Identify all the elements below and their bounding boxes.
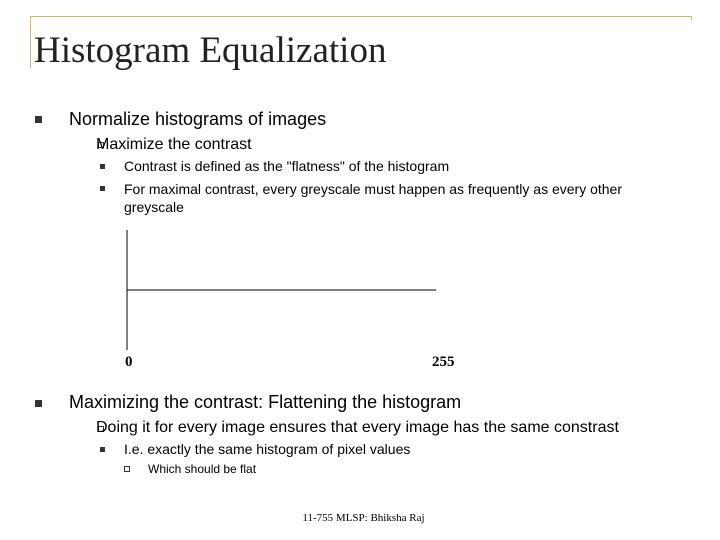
bullet-square-icon xyxy=(35,400,42,407)
x-tick-label-255: 255 xyxy=(432,354,455,370)
slide-title: Histogram Equalization xyxy=(34,30,387,71)
subitem-should-be-flat: Which should be flat xyxy=(148,462,257,476)
bullet-square-icon xyxy=(35,116,42,123)
title-frame-top-line xyxy=(30,16,692,17)
bullet-square-icon xyxy=(100,186,105,191)
bullet-normalize-histograms: Normalize histograms of images xyxy=(69,109,327,129)
bullet-square-icon xyxy=(100,164,105,169)
slide-footer: 11-755 MLSP: Bhiksha Raj xyxy=(302,512,425,524)
bullet-hollow-square-icon xyxy=(124,466,130,472)
title-frame-right-tick xyxy=(691,16,692,20)
title-frame-left-line xyxy=(30,16,31,68)
bullet-square-icon xyxy=(100,447,105,452)
item-same-histogram: I.e. exactly the same histogram of pixel values xyxy=(124,441,411,457)
item-maximal-contrast: For maximal contrast, every greyscale must happen as frequently as every other greyscale xyxy=(124,181,622,215)
sub-bullet-every-image-text: Doing it for every image ensures that every image has the same constrast xyxy=(96,419,619,436)
item-contrast-definition: Contrast is defined as the "flatness" of the histogram xyxy=(124,158,450,174)
x-tick-label-0: 0 xyxy=(125,354,133,370)
bullet-maximizing-contrast: Maximizing the contrast: Flattening the histogram xyxy=(69,392,462,412)
sub-bullet-maximize-contrast-text: Maximize the contrast xyxy=(96,136,252,153)
flat-histogram-chart xyxy=(120,226,470,372)
